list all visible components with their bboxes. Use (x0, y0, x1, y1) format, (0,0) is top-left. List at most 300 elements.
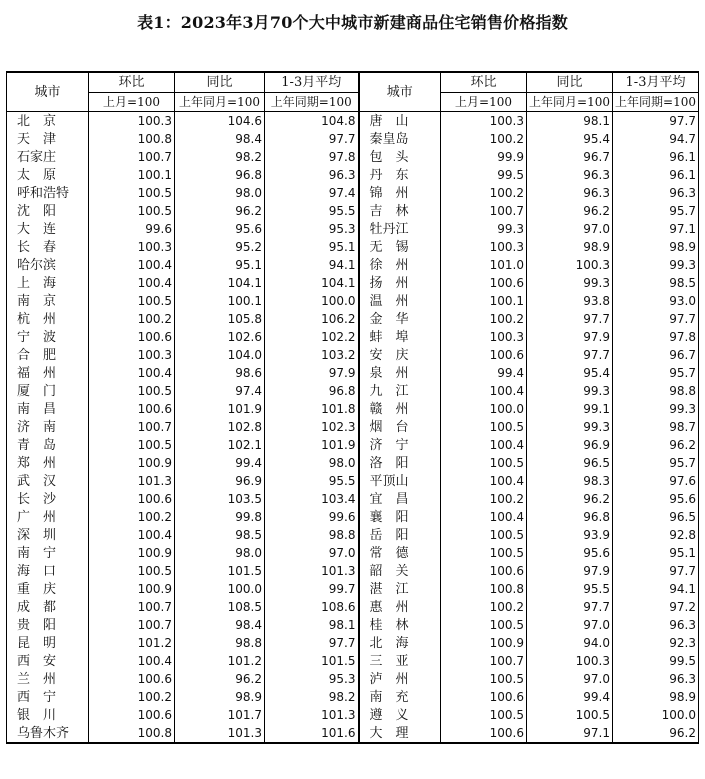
city-name-cell: 丹 东 (359, 166, 441, 184)
table-row (7, 526, 699, 544)
table-row (7, 634, 699, 652)
yoy-value-cell: 98.2 (175, 148, 265, 166)
header-mom-base-left: 上月=100 (89, 93, 175, 112)
yoy-value-cell: 97.7 (527, 310, 613, 328)
city-name-cell: 青 岛 (7, 436, 89, 454)
city-name-cell: 成 都 (7, 598, 89, 616)
avg-value-cell: 95.7 (613, 454, 699, 472)
mom-value-cell: 100.4 (89, 364, 175, 382)
avg-value-cell: 96.3 (613, 670, 699, 688)
yoy-value-cell: 96.8 (175, 166, 265, 184)
avg-value-cell: 97.4 (265, 184, 359, 202)
city-name-cell: 牡丹江 (359, 220, 441, 238)
yoy-value-cell: 100.3 (527, 256, 613, 274)
avg-value-cell: 97.1 (613, 220, 699, 238)
yoy-value-cell: 98.9 (527, 238, 613, 256)
city-name-cell: 南 昌 (7, 400, 89, 418)
avg-value-cell: 96.1 (613, 148, 699, 166)
mom-value-cell: 100.8 (441, 580, 527, 598)
avg-value-cell: 99.3 (613, 256, 699, 274)
mom-value-cell: 100.3 (441, 112, 527, 131)
header-mom-base-right: 上月=100 (441, 93, 527, 112)
city-name-cell: 上 海 (7, 274, 89, 292)
header-mom-right: 环比 (441, 72, 527, 93)
table-row (7, 418, 699, 436)
avg-value-cell: 95.3 (265, 670, 359, 688)
header-yoy-base-left: 上年同月=100 (175, 93, 265, 112)
avg-value-cell: 97.7 (613, 310, 699, 328)
city-name-cell: 石家庄 (7, 148, 89, 166)
avg-value-cell: 97.7 (613, 112, 699, 131)
city-name-cell: 岳 阳 (359, 526, 441, 544)
mom-value-cell: 100.6 (441, 274, 527, 292)
avg-value-cell: 98.9 (613, 238, 699, 256)
mom-value-cell: 100.5 (441, 616, 527, 634)
yoy-value-cell: 96.3 (527, 184, 613, 202)
yoy-value-cell: 105.8 (175, 310, 265, 328)
city-name-cell: 桂 林 (359, 616, 441, 634)
city-name-cell: 呼和浩特 (7, 184, 89, 202)
mom-value-cell: 100.6 (89, 706, 175, 724)
mom-value-cell: 100.4 (441, 382, 527, 400)
yoy-value-cell: 96.5 (527, 454, 613, 472)
table-row (7, 724, 699, 743)
table-row (7, 310, 699, 328)
city-name-cell: 洛 阳 (359, 454, 441, 472)
avg-value-cell: 95.6 (613, 490, 699, 508)
mom-value-cell: 100.2 (441, 598, 527, 616)
avg-value-cell: 102.2 (265, 328, 359, 346)
avg-value-cell: 95.7 (613, 202, 699, 220)
yoy-value-cell: 97.4 (175, 382, 265, 400)
city-name-cell: 济 南 (7, 418, 89, 436)
header-avg-base-left: 上年同期=100 (265, 93, 359, 112)
avg-value-cell: 101.8 (265, 400, 359, 418)
yoy-value-cell: 99.3 (527, 274, 613, 292)
yoy-value-cell: 99.1 (527, 400, 613, 418)
table-row (7, 688, 699, 706)
mom-value-cell: 100.6 (441, 346, 527, 364)
mom-value-cell: 100.2 (441, 490, 527, 508)
yoy-value-cell: 95.2 (175, 238, 265, 256)
yoy-value-cell: 101.9 (175, 400, 265, 418)
mom-value-cell: 100.6 (89, 328, 175, 346)
city-name-cell: 湛 江 (359, 580, 441, 598)
avg-value-cell: 98.1 (265, 616, 359, 634)
avg-value-cell: 98.8 (613, 382, 699, 400)
table-row (7, 364, 699, 382)
table-row (7, 598, 699, 616)
yoy-value-cell: 96.7 (527, 148, 613, 166)
mom-value-cell: 99.6 (89, 220, 175, 238)
city-name-cell: 赣 州 (359, 400, 441, 418)
yoy-value-cell: 98.4 (175, 616, 265, 634)
yoy-value-cell: 96.2 (527, 490, 613, 508)
avg-value-cell: 96.5 (613, 508, 699, 526)
city-name-cell: 厦 门 (7, 382, 89, 400)
header-city-right: 城市 (359, 72, 441, 112)
yoy-value-cell: 99.8 (175, 508, 265, 526)
mom-value-cell: 99.3 (441, 220, 527, 238)
avg-value-cell: 97.7 (265, 130, 359, 148)
avg-value-cell: 98.7 (613, 418, 699, 436)
city-name-cell: 九 江 (359, 382, 441, 400)
table-row (7, 256, 699, 274)
mom-value-cell: 100.2 (441, 310, 527, 328)
city-name-cell: 大 连 (7, 220, 89, 238)
avg-value-cell: 104.1 (265, 274, 359, 292)
yoy-value-cell: 93.8 (527, 292, 613, 310)
city-name-cell: 合 肥 (7, 346, 89, 364)
avg-value-cell: 97.2 (613, 598, 699, 616)
table-row (7, 706, 699, 724)
avg-value-cell: 97.7 (613, 562, 699, 580)
yoy-value-cell: 98.0 (175, 544, 265, 562)
city-name-cell: 唐 山 (359, 112, 441, 131)
avg-value-cell: 96.3 (613, 616, 699, 634)
table-row (7, 328, 699, 346)
mom-value-cell: 100.7 (89, 598, 175, 616)
city-name-cell: 包 头 (359, 148, 441, 166)
city-name-cell: 南 京 (7, 292, 89, 310)
city-name-cell: 郑 州 (7, 454, 89, 472)
avg-value-cell: 93.0 (613, 292, 699, 310)
mom-value-cell: 100.2 (89, 310, 175, 328)
yoy-value-cell: 101.2 (175, 652, 265, 670)
avg-value-cell: 99.7 (265, 580, 359, 598)
avg-value-cell: 95.5 (265, 472, 359, 490)
yoy-value-cell: 101.5 (175, 562, 265, 580)
city-name-cell: 太 原 (7, 166, 89, 184)
avg-value-cell: 99.5 (613, 652, 699, 670)
city-name-cell: 常 德 (359, 544, 441, 562)
city-name-cell: 秦皇岛 (359, 130, 441, 148)
city-name-cell: 宜 昌 (359, 490, 441, 508)
city-name-cell: 昆 明 (7, 634, 89, 652)
yoy-value-cell: 97.1 (527, 724, 613, 743)
table-row (7, 436, 699, 454)
yoy-value-cell: 93.9 (527, 526, 613, 544)
mom-value-cell: 100.5 (89, 292, 175, 310)
yoy-value-cell: 98.5 (175, 526, 265, 544)
mom-value-cell: 100.9 (441, 634, 527, 652)
table-row (7, 562, 699, 580)
city-name-cell: 济 宁 (359, 436, 441, 454)
table-row (7, 238, 699, 256)
city-name-cell: 遵 义 (359, 706, 441, 724)
yoy-value-cell: 99.3 (527, 382, 613, 400)
yoy-value-cell: 104.6 (175, 112, 265, 131)
yoy-value-cell: 102.8 (175, 418, 265, 436)
header-city-left: 城市 (7, 72, 89, 112)
yoy-value-cell: 96.8 (527, 508, 613, 526)
mom-value-cell: 100.7 (89, 148, 175, 166)
table-row (7, 472, 699, 490)
mom-value-cell: 100.5 (441, 544, 527, 562)
city-name-cell: 乌鲁木齐 (7, 724, 89, 743)
yoy-value-cell: 98.6 (175, 364, 265, 382)
mom-value-cell: 100.4 (89, 274, 175, 292)
city-name-cell: 大 理 (359, 724, 441, 743)
yoy-value-cell: 94.0 (527, 634, 613, 652)
mom-value-cell: 100.5 (441, 670, 527, 688)
header-avg-base-right: 上年同期=100 (613, 93, 699, 112)
mom-value-cell: 100.1 (89, 166, 175, 184)
yoy-value-cell: 99.4 (527, 688, 613, 706)
mom-value-cell: 100.2 (441, 130, 527, 148)
mom-value-cell: 100.4 (89, 256, 175, 274)
yoy-value-cell: 100.1 (175, 292, 265, 310)
header-mom-left: 环比 (89, 72, 175, 93)
yoy-value-cell: 98.4 (175, 130, 265, 148)
city-name-cell: 韶 关 (359, 562, 441, 580)
table-body (7, 112, 699, 744)
city-name-cell: 天 津 (7, 130, 89, 148)
table-row (7, 616, 699, 634)
avg-value-cell: 98.9 (613, 688, 699, 706)
mom-value-cell: 101.0 (441, 256, 527, 274)
table-row (7, 346, 699, 364)
mom-value-cell: 100.0 (441, 400, 527, 418)
table-row (7, 184, 699, 202)
yoy-value-cell: 97.0 (527, 220, 613, 238)
table-row (7, 508, 699, 526)
avg-value-cell: 92.8 (613, 526, 699, 544)
yoy-value-cell: 101.3 (175, 724, 265, 743)
mom-value-cell: 100.8 (89, 130, 175, 148)
avg-value-cell: 98.0 (265, 454, 359, 472)
mom-value-cell: 100.5 (89, 184, 175, 202)
avg-value-cell: 98.2 (265, 688, 359, 706)
mom-value-cell: 100.7 (89, 418, 175, 436)
table-row (7, 130, 699, 148)
mom-value-cell: 100.8 (89, 724, 175, 743)
city-name-cell: 银 川 (7, 706, 89, 724)
yoy-value-cell: 96.2 (175, 670, 265, 688)
avg-value-cell: 101.9 (265, 436, 359, 454)
avg-value-cell: 92.3 (613, 634, 699, 652)
avg-value-cell: 98.8 (265, 526, 359, 544)
city-name-cell: 吉 林 (359, 202, 441, 220)
city-name-cell: 蚌 埠 (359, 328, 441, 346)
avg-value-cell: 96.3 (265, 166, 359, 184)
avg-value-cell: 97.8 (613, 328, 699, 346)
city-name-cell: 长 春 (7, 238, 89, 256)
table-row (7, 400, 699, 418)
yoy-value-cell: 100.5 (527, 706, 613, 724)
avg-value-cell: 100.0 (613, 706, 699, 724)
mom-value-cell: 100.7 (89, 616, 175, 634)
city-name-cell: 温 州 (359, 292, 441, 310)
avg-value-cell: 94.7 (613, 130, 699, 148)
mom-value-cell: 100.2 (89, 688, 175, 706)
avg-value-cell: 96.1 (613, 166, 699, 184)
city-name-cell: 西 宁 (7, 688, 89, 706)
mom-value-cell: 100.5 (89, 436, 175, 454)
city-name-cell: 无 锡 (359, 238, 441, 256)
yoy-value-cell: 96.2 (175, 202, 265, 220)
yoy-value-cell: 98.9 (175, 688, 265, 706)
mom-value-cell: 100.3 (89, 238, 175, 256)
city-name-cell: 贵 阳 (7, 616, 89, 634)
table-row (7, 382, 699, 400)
table-row (7, 112, 699, 131)
yoy-value-cell: 99.3 (527, 418, 613, 436)
avg-value-cell: 102.3 (265, 418, 359, 436)
yoy-value-cell: 99.4 (175, 454, 265, 472)
city-name-cell: 兰 州 (7, 670, 89, 688)
yoy-value-cell: 95.1 (175, 256, 265, 274)
table-row (7, 220, 699, 238)
table-row (7, 166, 699, 184)
header-avg-right: 1-3月平均 (613, 72, 699, 93)
table-row (7, 652, 699, 670)
avg-value-cell: 97.9 (265, 364, 359, 382)
mom-value-cell: 99.9 (441, 148, 527, 166)
avg-value-cell: 106.2 (265, 310, 359, 328)
mom-value-cell: 100.7 (441, 202, 527, 220)
mom-value-cell: 100.7 (441, 652, 527, 670)
mom-value-cell: 100.5 (441, 418, 527, 436)
mom-value-cell: 101.2 (89, 634, 175, 652)
city-name-cell: 泸 州 (359, 670, 441, 688)
yoy-value-cell: 96.9 (175, 472, 265, 490)
mom-value-cell: 100.4 (89, 652, 175, 670)
mom-value-cell: 100.4 (441, 508, 527, 526)
avg-value-cell: 95.1 (265, 238, 359, 256)
yoy-value-cell: 100.3 (527, 652, 613, 670)
table-row (7, 670, 699, 688)
table-row (7, 454, 699, 472)
mom-value-cell: 100.5 (441, 526, 527, 544)
mom-value-cell: 99.4 (441, 364, 527, 382)
city-name-cell: 杭 州 (7, 310, 89, 328)
yoy-value-cell: 103.5 (175, 490, 265, 508)
yoy-value-cell: 95.5 (527, 580, 613, 598)
city-name-cell: 哈尔滨 (7, 256, 89, 274)
yoy-value-cell: 96.2 (527, 202, 613, 220)
mom-value-cell: 100.3 (89, 112, 175, 131)
city-name-cell: 西 安 (7, 652, 89, 670)
mom-value-cell: 100.4 (89, 526, 175, 544)
yoy-value-cell: 108.5 (175, 598, 265, 616)
avg-value-cell: 95.3 (265, 220, 359, 238)
city-name-cell: 福 州 (7, 364, 89, 382)
table-row (7, 148, 699, 166)
yoy-value-cell: 96.9 (527, 436, 613, 454)
mom-value-cell: 100.4 (441, 472, 527, 490)
mom-value-cell: 100.3 (89, 346, 175, 364)
avg-value-cell: 97.8 (265, 148, 359, 166)
city-name-cell: 惠 州 (359, 598, 441, 616)
avg-value-cell: 95.5 (265, 202, 359, 220)
table-title: 表1：2023年3月70个大中城市新建商品住宅销售价格指数 (137, 13, 568, 32)
mom-value-cell: 100.6 (89, 670, 175, 688)
avg-value-cell: 95.7 (613, 364, 699, 382)
avg-value-cell: 97.6 (613, 472, 699, 490)
mom-value-cell: 99.5 (441, 166, 527, 184)
header-yoy-left: 同比 (175, 72, 265, 93)
yoy-value-cell: 102.6 (175, 328, 265, 346)
header-row-2 (7, 93, 699, 112)
yoy-value-cell: 97.7 (527, 346, 613, 364)
yoy-value-cell: 98.8 (175, 634, 265, 652)
mom-value-cell: 100.5 (89, 382, 175, 400)
city-name-cell: 平顶山 (359, 472, 441, 490)
table-row (7, 580, 699, 598)
city-name-cell: 南 充 (359, 688, 441, 706)
mom-value-cell: 100.3 (441, 238, 527, 256)
avg-value-cell: 103.4 (265, 490, 359, 508)
mom-value-cell: 100.3 (441, 328, 527, 346)
city-name-cell: 宁 波 (7, 328, 89, 346)
yoy-value-cell: 97.0 (527, 670, 613, 688)
avg-value-cell: 97.7 (265, 634, 359, 652)
yoy-value-cell: 98.3 (527, 472, 613, 490)
avg-value-cell: 101.3 (265, 706, 359, 724)
city-name-cell: 锦 州 (359, 184, 441, 202)
avg-value-cell: 95.1 (613, 544, 699, 562)
yoy-value-cell: 102.1 (175, 436, 265, 454)
avg-value-cell: 101.3 (265, 562, 359, 580)
header-yoy-right: 同比 (527, 72, 613, 93)
mom-value-cell: 100.4 (441, 436, 527, 454)
avg-value-cell: 101.6 (265, 724, 359, 743)
mom-value-cell: 100.5 (441, 454, 527, 472)
city-name-cell: 泉 州 (359, 364, 441, 382)
avg-value-cell: 96.7 (613, 346, 699, 364)
yoy-value-cell: 97.9 (527, 328, 613, 346)
yoy-value-cell: 97.7 (527, 598, 613, 616)
price-index-table (6, 71, 699, 744)
avg-value-cell: 96.2 (613, 724, 699, 743)
mom-value-cell: 100.6 (89, 490, 175, 508)
mom-value-cell: 100.9 (89, 580, 175, 598)
avg-value-cell: 99.3 (613, 400, 699, 418)
avg-value-cell: 96.2 (613, 436, 699, 454)
yoy-value-cell: 101.7 (175, 706, 265, 724)
yoy-value-cell: 104.0 (175, 346, 265, 364)
city-name-cell: 襄 阳 (359, 508, 441, 526)
city-name-cell: 长 沙 (7, 490, 89, 508)
avg-value-cell: 104.8 (265, 112, 359, 131)
yoy-value-cell: 95.6 (527, 544, 613, 562)
city-name-cell: 三 亚 (359, 652, 441, 670)
city-name-cell: 武 汉 (7, 472, 89, 490)
mom-value-cell: 100.5 (89, 562, 175, 580)
avg-value-cell: 96.3 (613, 184, 699, 202)
yoy-value-cell: 95.6 (175, 220, 265, 238)
mom-value-cell: 100.1 (441, 292, 527, 310)
mom-value-cell: 100.6 (441, 562, 527, 580)
city-name-cell: 扬 州 (359, 274, 441, 292)
mom-value-cell: 100.9 (89, 454, 175, 472)
yoy-value-cell: 97.0 (527, 616, 613, 634)
yoy-value-cell: 96.3 (527, 166, 613, 184)
table-row (7, 202, 699, 220)
avg-value-cell: 96.8 (265, 382, 359, 400)
yoy-value-cell: 100.0 (175, 580, 265, 598)
avg-value-cell: 94.1 (613, 580, 699, 598)
city-name-cell: 深 圳 (7, 526, 89, 544)
city-name-cell: 烟 台 (359, 418, 441, 436)
city-name-cell: 海 口 (7, 562, 89, 580)
mom-value-cell: 100.9 (89, 544, 175, 562)
mom-value-cell: 100.5 (441, 706, 527, 724)
city-name-cell: 金 华 (359, 310, 441, 328)
avg-value-cell: 103.2 (265, 346, 359, 364)
header-row-1 (7, 72, 699, 93)
